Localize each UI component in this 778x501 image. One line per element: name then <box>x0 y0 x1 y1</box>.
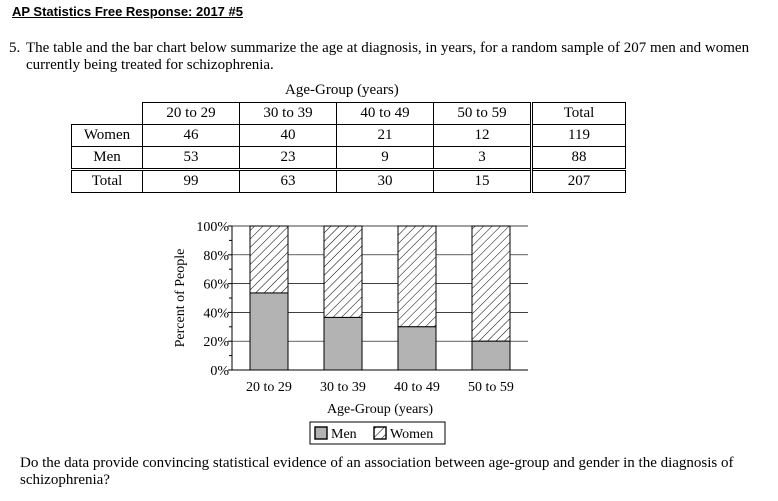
y-tick-label: 100% <box>196 220 229 235</box>
table-row <box>72 147 626 170</box>
legend-label-women: Women <box>390 427 434 442</box>
question-number: 5. <box>9 40 21 56</box>
table-caption: Age-Group (years) <box>285 82 399 98</box>
stacked-bar-chart <box>160 210 560 450</box>
frequency-table <box>71 102 626 193</box>
row-label: Women <box>72 125 143 147</box>
table-cell: 63 <box>240 170 337 193</box>
bar-women <box>472 226 510 341</box>
x-tick-label: 50 to 59 <box>468 380 514 395</box>
table-column-header: Total <box>532 103 626 125</box>
row-label: Men <box>72 147 143 170</box>
y-axis-label: Percent of People <box>173 248 188 348</box>
table-corner <box>72 103 143 125</box>
table-cell: 53 <box>143 147 240 170</box>
table-cell: 46 <box>143 125 240 147</box>
legend-swatch-women <box>374 427 386 439</box>
table-cell: 23 <box>240 147 337 170</box>
bar-men <box>472 341 510 370</box>
table-column-header: 30 to 39 <box>240 103 337 125</box>
table-column-header: 40 to 49 <box>337 103 434 125</box>
question-closing: Do the data provide convincing statistical evidence of an association between age-group and gender in the diagnosis of schizophrenia? <box>20 455 734 488</box>
table-cell: 3 <box>434 147 532 170</box>
table-row <box>72 125 626 147</box>
table-cell: 207 <box>532 170 626 193</box>
y-tick-label: 40% <box>203 306 229 322</box>
legend-swatch-men <box>315 427 327 439</box>
table-cell: 88 <box>532 147 626 170</box>
table-cell: 21 <box>337 125 434 147</box>
table-cell: 40 <box>240 125 337 147</box>
bar-women <box>250 226 288 293</box>
x-tick-label: 20 to 29 <box>246 380 292 395</box>
bar-men <box>250 293 288 370</box>
table-cell: 30 <box>337 170 434 193</box>
question-text: The table and the bar chart below summarize the age at diagnosis, in years, for a random sample of 207 men and women currently being treated for schizophrenia. <box>26 40 750 73</box>
table-column-header: 20 to 29 <box>143 103 240 125</box>
bar-men <box>324 317 362 370</box>
table-cell: 99 <box>143 170 240 193</box>
table-cell: 12 <box>434 125 532 147</box>
x-axis-label: Age-Group (years) <box>326 402 434 417</box>
y-tick-label: 0% <box>210 364 229 379</box>
page-header: AP Statistics Free Response: 2017 #5 <box>12 4 243 19</box>
bar-men <box>398 327 436 370</box>
table-column-header: 50 to 59 <box>434 103 532 125</box>
table-header-row <box>72 103 626 125</box>
table-row-total <box>72 170 626 193</box>
x-tick-label: 30 to 39 <box>320 380 366 395</box>
bar-women <box>398 226 436 327</box>
row-label: Total <box>72 170 143 193</box>
table-cell: 119 <box>532 125 626 147</box>
table-cell: 15 <box>434 170 532 193</box>
legend-label-men: Men <box>331 427 357 442</box>
y-tick-label: 80% <box>203 248 229 264</box>
x-tick-label: 40 to 49 <box>394 380 440 395</box>
bar-women <box>324 226 362 317</box>
y-tick-label: 20% <box>203 335 229 351</box>
table-cell: 9 <box>337 147 434 170</box>
y-tick-label: 60% <box>203 277 229 293</box>
